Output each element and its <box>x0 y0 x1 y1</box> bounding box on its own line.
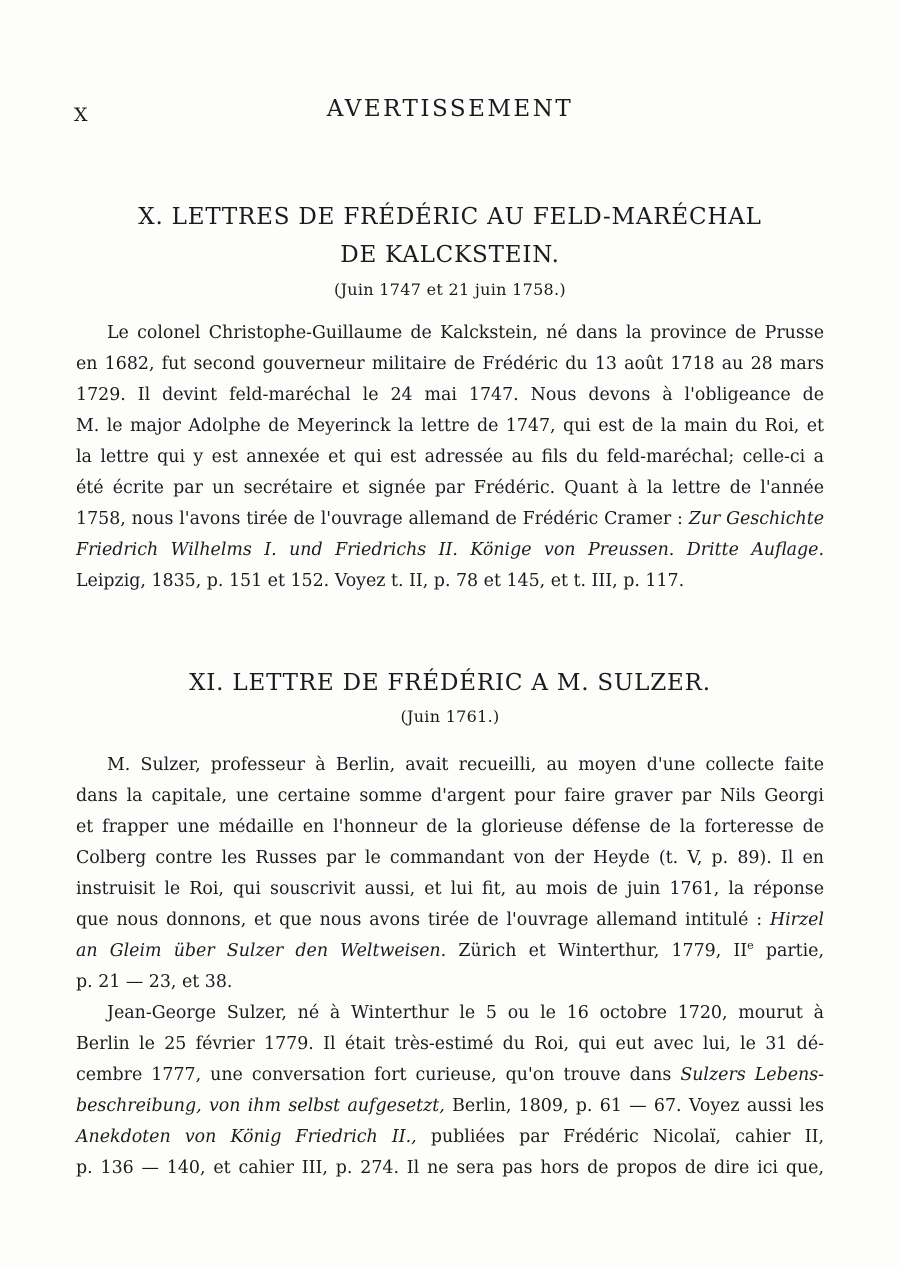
text-line: dans la capitale, une certaine somme d'argent pour faire graver par Nils Georgi <box>76 786 824 806</box>
italic-title: Friedrich Wilhelms I. und Friedrichs II. Könige von Preussen. Dritte Auflage. <box>76 540 824 560</box>
text-line: 1729. Il devint feld-maréchal le 24 mai 1747. Nous devons à l'obligeance de <box>76 385 824 405</box>
italic-title: Zur Geschichte <box>688 509 824 529</box>
italic-title: beschreibung, von ihm selbst aufgesetzt, <box>76 1096 445 1116</box>
text-run: partie, <box>753 941 825 961</box>
italic-title: Hirzel <box>769 910 824 930</box>
text-line <box>76 535 824 566</box>
section-x-paragraph <box>76 318 824 597</box>
text-run: 1758, nous l'avons tirée de l'ouvrage allemand de Frédéric Cramer : <box>76 509 689 529</box>
italic-title: Sulzers Lebens- <box>680 1065 824 1085</box>
text-line: Berlin le 25 février 1779. Il était très-estimé du Roi, qui eut avec lui, le 31 dé- <box>76 1034 824 1054</box>
section-x-date: (Juin 1747 et 21 juin 1758.) <box>334 280 566 299</box>
text-line <box>76 905 824 936</box>
text-line: la lettre qui y est annexée et qui est adressée au fils du feld-maréchal; celle-ci a <box>76 447 824 467</box>
text-line <box>76 936 824 967</box>
text-line <box>76 1060 824 1091</box>
superscript: e <box>747 939 754 952</box>
text-line: Leipzig, 1835, p. 151 et 152. Voyez t. II, p. 78 et 145, et t. III, p. 117. <box>76 571 685 591</box>
page-number: X <box>74 104 89 126</box>
text-line: été écrite par un secrétaire et signée par Frédéric. Quant à la lettre de l'année <box>76 478 824 498</box>
text-line: M. le major Adolphe de Meyerinck la lettre de 1747, qui est de la main du Roi, et <box>76 416 824 436</box>
italic-title: Anekdoten von König Friedrich II., <box>76 1127 417 1147</box>
text-line: instruisit le Roi, qui souscrivit aussi, et lui fit, au mois de juin 1761, la réponse <box>76 879 824 899</box>
section-x-title-line2: DE KALCKSTEIN. <box>340 242 560 268</box>
text-run: cembre 1777, une conversation fort curieuse, qu'on trouve dans <box>76 1065 681 1085</box>
section-xi-paragraph-1 <box>76 750 824 998</box>
section-x-title-line1: X. LETTRES DE FRÉDÉRIC AU FELD-MARÉCHAL <box>138 204 762 230</box>
section-xi-date: (Juin 1761.) <box>400 707 500 726</box>
text-line: Le colonel Christophe-Guillaume de Kalckstein, né dans la province de Prusse <box>107 323 824 343</box>
running-title: AVERTISSEMENT <box>326 96 574 122</box>
section-xi-paragraph-2 <box>76 998 824 1184</box>
text-line: et frapper une médaille en l'honneur de la glorieuse défense de la forteresse de <box>76 817 824 837</box>
italic-title: an Gleim über Sulzer den Weltweisen. <box>76 941 447 961</box>
text-run: que nous donnons, et que nous avons tirée de l'ouvrage allemand intitulé : <box>76 910 770 930</box>
text-run: Zürich et Winterthur, 1779, II <box>446 941 748 961</box>
text-line: Colberg contre les Russes par le commandant von der Heyde (t. V, p. 89). Il en <box>76 848 824 868</box>
text-line <box>76 504 824 535</box>
text-line: p. 136 — 140, et cahier III, p. 274. Il ne sera pas hors de propos de dire ici que, <box>76 1158 824 1178</box>
text-line <box>76 1122 824 1153</box>
text-line: M. Sulzer, professeur à Berlin, avait recueilli, au moyen d'une collecte faite <box>107 755 824 775</box>
text-line <box>76 1091 824 1122</box>
section-xi-title: XI. LETTRE DE FRÉDÉRIC A M. SULZER. <box>189 670 711 696</box>
text-line: en 1682, fut second gouverneur militaire de Frédéric du 13 août 1718 au 28 mars <box>76 354 824 374</box>
text-run: publiées par Frédéric Nicolaï, cahier II, <box>416 1127 824 1147</box>
text-line: p. 21 — 23, et 38. <box>76 972 233 992</box>
text-line: Jean-George Sulzer, né à Winterthur le 5 ou le 16 octobre 1720, mourut à <box>107 1003 824 1023</box>
text-run: Berlin, 1809, p. 61 — 67. Voyez aussi les <box>444 1096 824 1116</box>
